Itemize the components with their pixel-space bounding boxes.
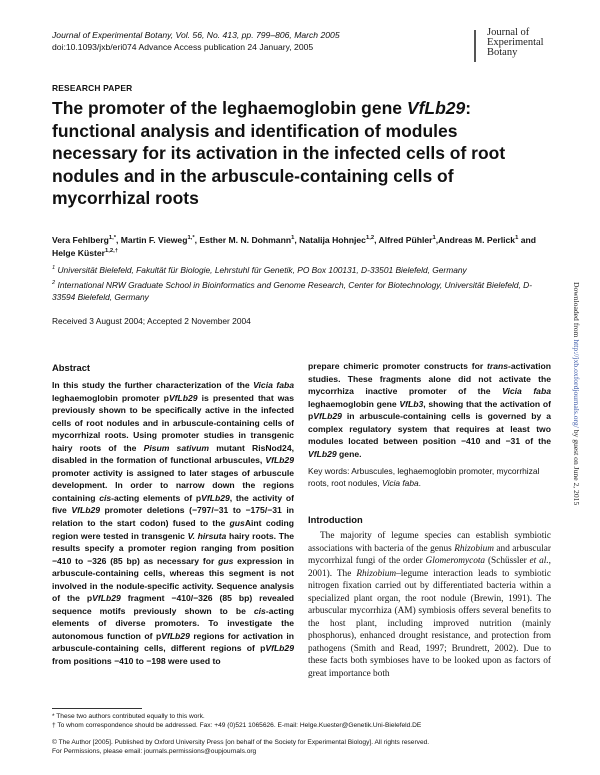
keywords-label: Key words: — [308, 466, 352, 476]
footnote-equal-contribution: * These two authors contributed equally to this work. — [52, 713, 205, 720]
text-run: prepare chimeric promoter constructs for — [308, 361, 487, 371]
italic-run: Vicia faba — [502, 386, 551, 397]
author-affiliation-mark: 1,2,† — [105, 248, 118, 255]
author-separator: and — [518, 235, 536, 245]
keywords-text: Arbuscules, leghaemoglobin promoter, mycorrhizal roots, root nodules, — [308, 466, 540, 489]
italic-run: Rhizobium — [356, 568, 397, 579]
affiliation-item — [52, 264, 552, 276]
author-separator: , — [435, 235, 439, 245]
italic-run: cis — [253, 605, 266, 616]
article-type: RESEARCH PAPER — [52, 83, 133, 93]
text-run: –legume interaction leads to symbiotic nitrogen fixation carried out by differentiated bacteria within a specialized plant organ, the root nodule (Brewin, 1991). The arbuscular mycorrhiza (AM) symbiosis offers several benefits to the host plant, including improved nutrition (mainly phosphorus), enhanced drought resistance, and protection from pathogens (Smith and Read, 1997; Brundrett, 2002). Due to these facts both symbioses have to be looked upon as factors of great importance both — [308, 568, 551, 679]
text-run: hairy roots. The results specify a promoter region ranging from position −410 to −326 (85 bp) as necessary for — [52, 530, 294, 566]
permissions-notice: For Permissions, please email: journals.permissions@oupjournals.org — [52, 748, 257, 755]
text-run: gene. — [336, 448, 362, 459]
affiliation-item — [52, 279, 552, 303]
text-run: regions for activation in arbuscule-containing cells, different regions of p — [52, 630, 294, 654]
logo-line: Botany — [487, 47, 518, 58]
author-separator: , — [294, 235, 300, 245]
text-run: The majority of legume species can establish symbiotic associations with bacteria of the genus — [308, 531, 551, 554]
author-name: Esther M. N. Dohmann — [199, 235, 292, 245]
italic-run: VfLb29 — [168, 392, 198, 403]
text-run: (Schüssler — [485, 556, 530, 566]
author-name: Martin F. Vieweg — [120, 235, 188, 245]
text-run: , 2001). The — [308, 556, 551, 579]
text-run: mutant RisNod24, disabled in the formation of functional arbuscules, — [52, 442, 295, 466]
italic-run: VfLb29 — [92, 593, 121, 604]
keywords-end: . — [418, 478, 421, 489]
keywords-italic: Vicia faba — [382, 478, 419, 489]
copyright-notice: © The Author [2005]. Published by Oxford University Press [on behalf of the Society for Experimental Biology]. All rights reserved. — [52, 739, 430, 746]
text-run: -activation studies. These fragments alone did not activate the mycorrhiza inactive promoter of the — [308, 361, 551, 397]
italic-run: VfLb29 — [308, 448, 337, 459]
text-run: -acting elements of diverse promoters. To investigate the autonomous function of p — [52, 605, 294, 641]
text-run: in arbuscule-containing cells is governed by a complex regulatory system that requires at least two modules located between position −410 and −31 of the — [308, 411, 551, 447]
text-run: expression in arbuscule-containing cells, whereas this segment is not involved in the nodule-specific activity. Sequence analysis of the p — [52, 555, 294, 604]
italic-run: Vicia faba — [253, 380, 294, 390]
text-run: fragment −410/−326 (85 bp) revealed sequence motifs previously shown to be — [52, 593, 294, 616]
italic-run: gus — [229, 518, 245, 529]
abstract-text-col1 — [52, 379, 294, 668]
footnote-divider — [52, 708, 142, 709]
italic-run: Glomeromycota — [425, 556, 486, 566]
article-title — [52, 97, 532, 210]
title-part: The promoter of the leghaemoglobin gene — [52, 98, 407, 118]
received-dates: Received 3 August 2004; Accepted 2 November 2004 — [52, 316, 251, 326]
author-affiliation-mark: 1 — [291, 235, 295, 242]
sidebar-suffix: by guest on June 2, 2015 — [572, 427, 581, 506]
italic-run: VfLb29 — [161, 630, 190, 641]
journal-logo — [487, 28, 557, 58]
text-run: In this study the further characterization of the — [52, 380, 254, 390]
abstract-text-col2 — [308, 360, 551, 460]
author-name: Alfred Pühler — [378, 235, 433, 245]
italic-run: VfLb3 — [399, 398, 424, 409]
italic-run: V. hirsuta — [187, 530, 227, 541]
title-part: : functional analysis and identification of modules necessary for its activation in the infected cells of root nodules and in the arbuscule-containing cells of mycorrhizal roots — [52, 98, 506, 208]
download-sidebar — [572, 282, 581, 505]
doi-line: doi:10.1093/jxb/eri074 Advance Access publication 24 January, 2005 — [52, 42, 314, 52]
introduction-text — [308, 530, 551, 680]
keywords — [308, 465, 551, 490]
logo-divider — [474, 30, 476, 62]
text-run: is presented that was previously shown to be specifically active in the infected cells of root nodules and in arbuscule-containing cells of mycorrhizal roots. Using promoter studies in transgenic hairy roots of the — [52, 392, 294, 453]
text-run: , showing that the activation of p — [308, 398, 551, 422]
italic-run: cis — [99, 492, 112, 503]
author-affiliation-mark: 1 — [515, 235, 519, 242]
text-run: from positions −410 to −198 were used to — [52, 656, 221, 667]
author-name: Helge Küster — [52, 248, 106, 258]
author-list — [52, 234, 552, 260]
affiliation-text: International NRW Graduate School in Bioinformatics and Genome Research, Center for Biotechnology, Universität Bielefeld, D-33594 Bielefeld, Germany — [52, 280, 533, 302]
text-run: and arbuscular mycorrhizal fungi of the order — [308, 543, 551, 566]
italic-run: trans — [487, 361, 509, 371]
affiliation-number: 1 — [52, 265, 56, 272]
text-run: -acting elements of p — [111, 492, 202, 503]
affiliation-number: 2 — [52, 280, 56, 287]
author-affiliation-mark: 1 — [432, 235, 436, 242]
author-name: Natalija Hohnjec — [299, 235, 366, 245]
italic-run: VfLb29 — [201, 492, 230, 503]
italic-run: et al. — [529, 556, 549, 566]
journal-reference: Journal of Experimental Botany, Vol. 56, No. 413, pp. 799–806, March 2005 — [52, 30, 340, 40]
abstract-heading: Abstract — [52, 362, 91, 373]
sidebar-prefix: Downloaded from — [572, 282, 581, 340]
sidebar-link[interactable]: http://jxb.oxfordjournals.org/ — [572, 339, 581, 428]
footnote-correspondence: † To whom correspondence should be addressed. Fax: +49 (0)521 1065626. E-mail: Helge.Kuester@Genetik.Uni-Bielefeld.DE — [52, 722, 422, 729]
title-gene: VfLb29 — [406, 98, 466, 118]
author-separator: , — [115, 235, 121, 245]
text-run: , the activity of five — [52, 492, 295, 516]
author-name: Andreas M. Perlick — [438, 235, 516, 245]
text-run: Aint coding region were tested in transgenic — [52, 518, 294, 541]
italic-run: VfLb29 — [265, 455, 294, 466]
text-run: promoter deletions (−797/−31 to −175/−31 in relation to the start codon) fused to the — [52, 505, 294, 529]
text-run: leghaemoglobin promoter p — [52, 392, 169, 403]
author-affiliation-mark: 1,2 — [365, 235, 375, 242]
author-separator: , — [374, 235, 379, 245]
logo-line: Experimental — [487, 37, 544, 48]
italic-run: Pisum sativum — [143, 442, 210, 453]
author-name: Vera Fehlberg — [52, 235, 109, 245]
italic-run: VfLb29 — [313, 411, 342, 422]
italic-run: VfLb29 — [71, 505, 101, 516]
logo-line: Journal of — [487, 27, 530, 38]
italic-run: VfLb29 — [265, 643, 294, 654]
italic-run: Rhizobium — [454, 543, 494, 554]
text-run: promoter activity is assigned to later stages of arbuscule development. In order to narrow down the regions containing — [52, 467, 294, 503]
author-affiliation-mark: 1,* — [108, 235, 116, 242]
affiliations — [52, 264, 552, 306]
text-run: leghaemoglobin gene — [308, 398, 400, 409]
author-affiliation-mark: 1,* — [187, 235, 195, 242]
introduction-heading: Introduction — [308, 514, 363, 525]
italic-run: gus — [218, 555, 234, 566]
author-separator: , — [194, 235, 200, 245]
affiliation-text: Universität Bielefeld, Fakultät für Biologie, Lehrstuhl für Genetik, PO Box 100131, D-33501 Bielefeld, Germany — [55, 265, 467, 275]
